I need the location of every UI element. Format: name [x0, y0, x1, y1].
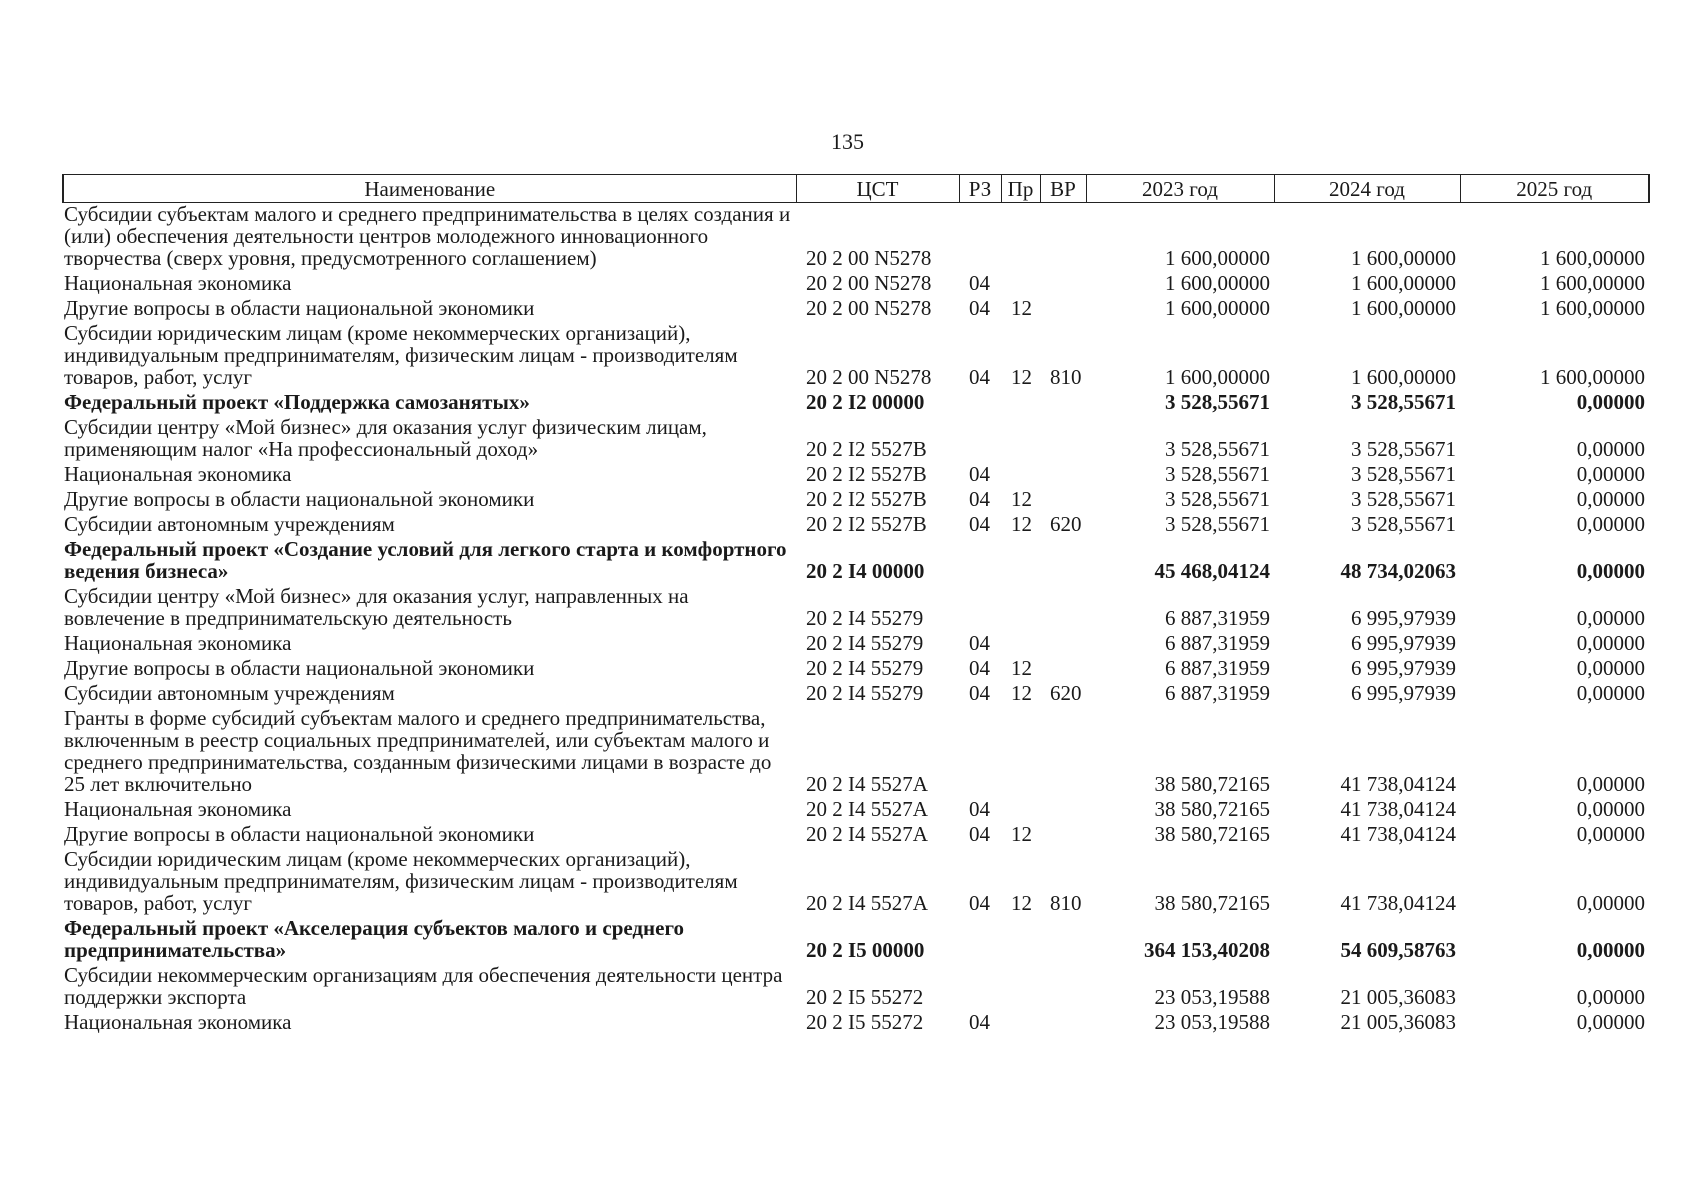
cell-rz	[959, 585, 1001, 632]
table-row	[63, 657, 1649, 682]
cell-pr: 12	[1011, 365, 1032, 389]
cell-cst: 20 2 I4 5527A	[806, 891, 928, 915]
cell-2024: 41 738,04124	[1340, 822, 1456, 846]
cell-2023: 23 053,19588	[1154, 985, 1270, 1009]
table-body	[63, 203, 1649, 1037]
cell-name: Национальная экономика	[64, 462, 292, 486]
cell-vr	[1040, 585, 1086, 632]
cell-2024: 1 600,00000	[1351, 246, 1456, 270]
cell-rz: 04	[969, 487, 990, 511]
table-row	[63, 538, 1649, 585]
cell-2024: 41 738,04124	[1340, 772, 1456, 796]
cell-2024: 41 738,04124	[1340, 891, 1456, 915]
cell-cst: 20 2 I4 5527A	[806, 822, 928, 846]
cell-2023: 3 528,55671	[1165, 390, 1270, 414]
cell-2023: 1 600,00000	[1165, 246, 1270, 270]
cell-vr	[1040, 823, 1086, 848]
cell-vr	[1040, 632, 1086, 657]
cell-2025: 0,00000	[1576, 938, 1645, 962]
cell-pr	[1001, 272, 1040, 297]
cell-2023: 1 600,00000	[1165, 296, 1270, 320]
cell-vr: 620	[1050, 512, 1082, 536]
header-row	[63, 175, 1649, 203]
cell-2024: 1 600,00000	[1351, 296, 1456, 320]
cell-2023: 3 528,55671	[1165, 487, 1270, 511]
cell-cst: 20 2 I2 5527B	[806, 437, 927, 461]
table-row	[63, 416, 1649, 463]
cell-name: Другие вопросы в области национальной экономики	[64, 822, 535, 846]
cell-2025: 0,00000	[1576, 390, 1645, 414]
cell-2023: 6 887,31959	[1165, 681, 1270, 705]
cell-name: Федеральный проект «Поддержка самозанятых»	[64, 390, 530, 414]
cell-2024: 21 005,36083	[1340, 1010, 1456, 1034]
cell-2024: 6 995,97939	[1351, 606, 1456, 630]
table-row	[63, 272, 1649, 297]
cell-name: Национальная экономика	[64, 797, 292, 821]
cell-2024: 3 528,55671	[1351, 487, 1456, 511]
cell-2023: 38 580,72165	[1154, 822, 1270, 846]
cell-name: Другие вопросы в области национальной экономики	[64, 656, 535, 680]
cell-2025: 0,00000	[1576, 559, 1645, 583]
cell-cst: 20 2 I5 00000	[806, 938, 925, 962]
cell-rz: 04	[969, 1010, 990, 1034]
cell-2023: 1 600,00000	[1165, 271, 1270, 295]
table-row	[63, 585, 1649, 632]
table-row	[63, 964, 1649, 1011]
cell-name: Другие вопросы в области национальной экономики	[64, 296, 535, 320]
cell-cst: 20 2 I5 55272	[806, 985, 924, 1009]
cell-name: Субсидии автономным учреждениям	[64, 681, 395, 705]
cell-cst: 20 2 I4 55279	[806, 656, 924, 680]
cell-2023: 23 053,19588	[1154, 1010, 1270, 1034]
cell-pr	[1001, 798, 1040, 823]
cell-2023: 38 580,72165	[1154, 772, 1270, 796]
cell-pr	[1001, 585, 1040, 632]
cell-2025: 0,00000	[1576, 656, 1645, 680]
cell-rz: 04	[969, 656, 990, 680]
cell-vr	[1040, 203, 1086, 273]
cell-rz	[959, 538, 1001, 585]
cell-vr	[1040, 297, 1086, 322]
cell-rz: 04	[969, 512, 990, 536]
cell-2025: 0,00000	[1576, 631, 1645, 655]
cell-2024: 6 995,97939	[1351, 656, 1456, 680]
cell-vr	[1040, 1011, 1086, 1036]
cell-vr	[1040, 917, 1086, 964]
cell-pr	[1001, 1011, 1040, 1036]
cell-name: Субсидии автономным учреждениям	[64, 512, 395, 536]
table-row	[63, 917, 1649, 964]
cell-2024: 1 600,00000	[1351, 271, 1456, 295]
table-row	[63, 798, 1649, 823]
cell-rz	[959, 416, 1001, 463]
cell-name: Субсидии некоммерческим организациям для обеспечения деятельности центра поддержки экспорта	[64, 963, 783, 1009]
cell-2024: 1 600,00000	[1351, 365, 1456, 389]
cell-rz: 04	[969, 631, 990, 655]
cell-2025: 0,00000	[1576, 985, 1645, 1009]
cell-2024: 3 528,55671	[1351, 512, 1456, 536]
cell-2023: 3 528,55671	[1165, 437, 1270, 461]
header-2023: 2023 год	[1086, 175, 1274, 203]
cell-rz: 04	[969, 271, 990, 295]
cell-pr	[1001, 203, 1040, 273]
cell-rz	[959, 964, 1001, 1011]
cell-cst: 20 2 I5 55272	[806, 1010, 924, 1034]
cell-2024: 48 734,02063	[1340, 559, 1456, 583]
cell-vr	[1040, 964, 1086, 1011]
cell-2023: 3 528,55671	[1165, 512, 1270, 536]
cell-vr	[1040, 463, 1086, 488]
cell-2024: 6 995,97939	[1351, 631, 1456, 655]
cell-cst: 20 2 00 N5278	[806, 296, 932, 320]
table-row	[63, 823, 1649, 848]
cell-pr: 12	[1011, 656, 1032, 680]
cell-2023: 1 600,00000	[1165, 365, 1270, 389]
cell-rz: 04	[969, 681, 990, 705]
cell-2024: 41 738,04124	[1340, 797, 1456, 821]
page-number: 135	[831, 129, 864, 154]
table-row	[63, 513, 1649, 538]
cell-rz	[959, 917, 1001, 964]
cell-pr: 12	[1011, 822, 1032, 846]
cell-2025: 0,00000	[1576, 822, 1645, 846]
cell-cst: 20 2 00 N5278	[806, 246, 932, 270]
cell-vr	[1040, 416, 1086, 463]
cell-pr: 12	[1011, 487, 1032, 511]
cell-2024: 54 609,58763	[1340, 938, 1456, 962]
cell-pr	[1001, 463, 1040, 488]
table-row	[63, 488, 1649, 513]
cell-rz: 04	[969, 462, 990, 486]
table-row	[63, 707, 1649, 798]
cell-pr: 12	[1011, 296, 1032, 320]
cell-pr	[1001, 632, 1040, 657]
table-row	[63, 322, 1649, 391]
cell-cst: 20 2 I2 00000	[806, 390, 925, 414]
cell-pr	[1001, 391, 1040, 416]
cell-2023: 6 887,31959	[1165, 656, 1270, 680]
table-row	[63, 203, 1649, 273]
cell-2024: 3 528,55671	[1351, 437, 1456, 461]
cell-name: Национальная экономика	[64, 271, 292, 295]
cell-cst: 20 2 I2 5527B	[806, 512, 927, 536]
cell-2025: 1 600,00000	[1540, 365, 1645, 389]
cell-cst: 20 2 I4 55279	[806, 681, 924, 705]
cell-cst: 20 2 I2 5527B	[806, 462, 927, 486]
cell-cst: 20 2 I4 5527A	[806, 797, 928, 821]
cell-2025: 0,00000	[1576, 437, 1645, 461]
cell-2023: 3 528,55671	[1165, 462, 1270, 486]
cell-pr	[1001, 416, 1040, 463]
cell-2023: 6 887,31959	[1165, 631, 1270, 655]
cell-name: Федеральный проект «Акселерация субъектов малого и среднего предпринимательства»	[64, 916, 684, 962]
cell-rz	[959, 203, 1001, 273]
cell-2025: 1 600,00000	[1540, 271, 1645, 295]
table-row	[63, 297, 1649, 322]
cell-2023: 38 580,72165	[1154, 797, 1270, 821]
cell-2023: 6 887,31959	[1165, 606, 1270, 630]
cell-vr	[1040, 272, 1086, 297]
cell-name: Федеральный проект «Создание условий для легкого старта и комфортного ведения бизнеса»	[64, 537, 787, 583]
budget-table	[62, 174, 1650, 1036]
cell-2024: 21 005,36083	[1340, 985, 1456, 1009]
table-header	[63, 175, 1649, 203]
cell-2025: 0,00000	[1576, 462, 1645, 486]
cell-name: Гранты в форме субсидий субъектам малого и среднего предпринимательства, включенным в реестр социальных предпринимателей, или субъектам малого и среднего предпринимательства, созданным физическими лицами в возрасте до 25 лет включительно	[64, 706, 772, 796]
cell-cst: 20 2 I4 55279	[806, 606, 924, 630]
cell-2024: 3 528,55671	[1351, 462, 1456, 486]
cell-2025: 1 600,00000	[1540, 246, 1645, 270]
cell-rz	[959, 707, 1001, 798]
cell-name: Субсидии юридическим лицам (кроме некоммерческих организаций), индивидуальным предпринимателям, физическим лицам - производителям товаров, работ, услуг	[64, 321, 738, 389]
table-row	[63, 848, 1649, 917]
cell-name: Национальная экономика	[64, 631, 292, 655]
cell-2025: 0,00000	[1576, 512, 1645, 536]
cell-vr: 810	[1050, 891, 1082, 915]
cell-2023: 364 153,40208	[1144, 938, 1270, 962]
cell-name: Субсидии субъектам малого и среднего предпринимательства в целях создания и (или) обеспечения деятельности центров молодежного инновационного творчества (сверх уровня, предусмотренного соглашением)	[64, 202, 791, 270]
table-row	[63, 391, 1649, 416]
cell-rz: 04	[969, 296, 990, 320]
cell-vr	[1040, 707, 1086, 798]
table-row	[63, 682, 1649, 707]
header-cst: ЦСТ	[796, 175, 959, 203]
cell-name: Национальная экономика	[64, 1010, 292, 1034]
cell-cst: 20 2 I4 00000	[806, 559, 925, 583]
cell-pr	[1001, 964, 1040, 1011]
cell-pr: 12	[1011, 891, 1032, 915]
header-vr: ВР	[1040, 175, 1086, 203]
header-2024: 2024 год	[1274, 175, 1460, 203]
cell-cst: 20 2 00 N5278	[806, 365, 932, 389]
header-2025: 2025 год	[1460, 175, 1649, 203]
cell-cst: 20 2 I2 5527B	[806, 487, 927, 511]
cell-pr	[1001, 538, 1040, 585]
cell-2025: 0,00000	[1576, 681, 1645, 705]
cell-pr	[1001, 707, 1040, 798]
cell-vr	[1040, 488, 1086, 513]
cell-rz: 04	[969, 797, 990, 821]
cell-name: Другие вопросы в области национальной экономики	[64, 487, 535, 511]
cell-2025: 0,00000	[1576, 772, 1645, 796]
cell-name: Субсидии юридическим лицам (кроме некоммерческих организаций), индивидуальным предпринимателям, физическим лицам - производителям товаров, работ, услуг	[64, 847, 738, 915]
cell-2023: 45 468,04124	[1154, 559, 1270, 583]
table-row	[63, 463, 1649, 488]
cell-2025: 0,00000	[1576, 1010, 1645, 1034]
cell-name: Субсидии центру «Мой бизнес» для оказания услуг, направленных на вовлечение в предпринимательскую деятельность	[64, 584, 689, 630]
cell-rz	[959, 391, 1001, 416]
cell-vr: 810	[1050, 365, 1082, 389]
cell-pr: 12	[1011, 681, 1032, 705]
cell-2024: 6 995,97939	[1351, 681, 1456, 705]
cell-2023: 38 580,72165	[1154, 891, 1270, 915]
cell-rz: 04	[969, 365, 990, 389]
cell-2025: 1 600,00000	[1540, 296, 1645, 320]
cell-2025: 0,00000	[1576, 487, 1645, 511]
header-rz: РЗ	[959, 175, 1001, 203]
cell-rz: 04	[969, 891, 990, 915]
cell-pr	[1001, 917, 1040, 964]
cell-rz: 04	[969, 822, 990, 846]
cell-vr: 620	[1050, 681, 1082, 705]
cell-vr	[1040, 657, 1086, 682]
cell-cst: 20 2 I4 5527A	[806, 772, 928, 796]
cell-2025: 0,00000	[1576, 606, 1645, 630]
header-name: Наименование	[63, 175, 796, 203]
table-row	[63, 632, 1649, 657]
cell-name: Субсидии центру «Мой бизнес» для оказания услуг физическим лицам, применяющим налог «На профессиональный доход»	[64, 415, 707, 461]
header-pr: Пр	[1001, 175, 1040, 203]
cell-vr	[1040, 798, 1086, 823]
table-row	[63, 1011, 1649, 1036]
cell-2025: 0,00000	[1576, 891, 1645, 915]
cell-vr	[1040, 538, 1086, 585]
cell-2025: 0,00000	[1576, 797, 1645, 821]
cell-cst: 20 2 I4 55279	[806, 631, 924, 655]
cell-vr	[1040, 391, 1086, 416]
cell-cst: 20 2 00 N5278	[806, 271, 932, 295]
cell-2024: 3 528,55671	[1351, 390, 1456, 414]
cell-pr: 12	[1011, 512, 1032, 536]
